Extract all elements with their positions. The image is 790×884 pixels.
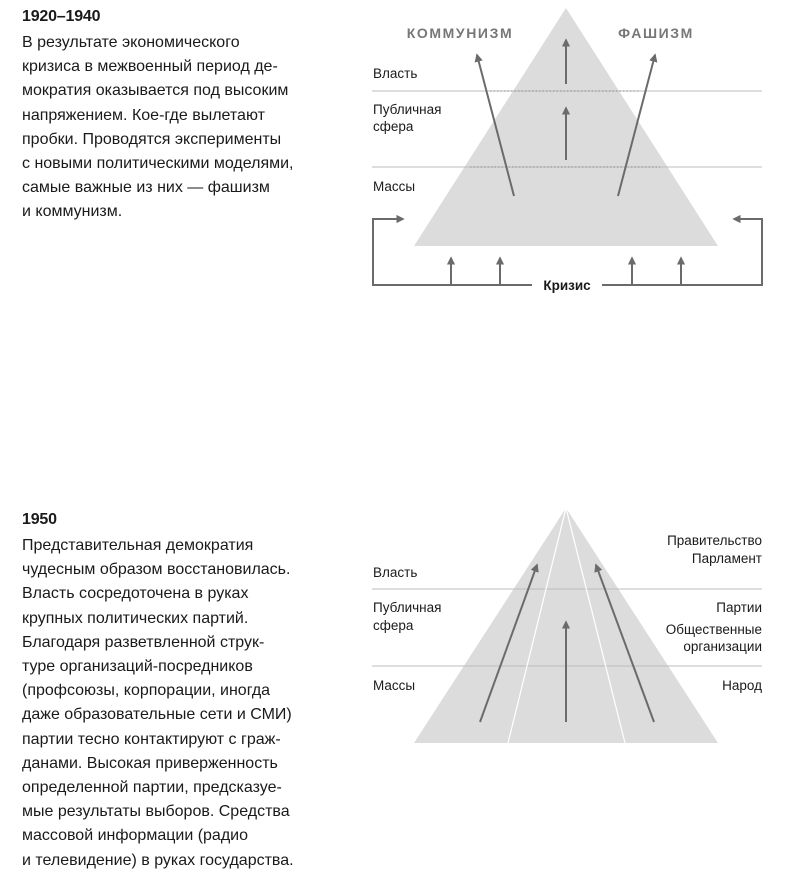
paragraph-line: мократия оказывается под высоким [22,82,289,100]
paragraph-line: напряжением. Кое-где вылетают [22,106,265,124]
paragraph-line: даже образовательные сети и СМИ) [22,706,292,724]
paragraph-line: туре организаций-посредников [22,658,253,676]
paragraph-line: партии тесно контактируют с граж- [22,730,281,748]
paragraph-line: данами. Высокая приверженность [22,754,278,772]
crisis-pyramid-diagram [372,8,762,293]
right-label-parliament: Парламент [691,551,762,566]
paragraph-line: В результате экономического [22,34,240,51]
paragraph-line: Представительная демократия [22,537,254,554]
section1-year: 1920–1940 [22,8,101,25]
level-label-power: Власть [373,565,418,580]
ideology-communism-label: КОММУНИЗМ [406,25,514,41]
section2-year: 1950 [22,511,57,528]
level-label-public: Публичная [373,600,442,615]
right-label-government: Правительство [667,533,762,548]
party-pyramid-diagram [372,508,762,743]
level-label-sphere: сфера [373,618,414,633]
paragraph-line: Благодаря разветвленной струк- [22,633,265,651]
right-label-organizations: организации [683,639,762,654]
paragraph-line: пробки. Проводятся эксперименты [22,130,282,148]
paragraph-line: и телевидение) в руках государства. [22,851,294,869]
paragraph-line: Власть сосредоточена в руках [22,585,249,603]
paragraph-line: самые важные из них — фашизм [22,179,270,197]
level-label-power: Власть [373,66,418,81]
level-label-sphere: сфера [373,119,414,134]
paragraph-line: кризиса в межвоенный период де- [22,58,278,76]
paragraph-line: (профсоюзы, корпорации, иногда [22,682,271,700]
crisis-label: Кризис [543,278,591,293]
ideology-fascism-label: ФАШИЗМ [618,25,694,41]
paragraph-line: крупных политических партий. [22,609,249,627]
paragraph-line: определенной партии, предсказуе- [22,779,282,797]
right-label-public-orgs: Общественные [665,622,762,637]
paragraph-line: массовой информации (радио [22,827,248,845]
paragraph-line: и коммунизм. [22,203,123,221]
right-label-people: Народ [722,678,762,693]
level-label-public: Публичная [373,102,442,117]
paragraph-line: чудесным образом восстановилась. [22,561,291,579]
right-label-parties: Партии [716,600,762,615]
level-label-masses: Массы [373,179,416,194]
paragraph-line: мые результаты выборов. Средства [22,803,290,821]
level-label-masses: Массы [373,678,416,693]
paragraph-line: с новыми политическими моделями, [22,155,294,173]
